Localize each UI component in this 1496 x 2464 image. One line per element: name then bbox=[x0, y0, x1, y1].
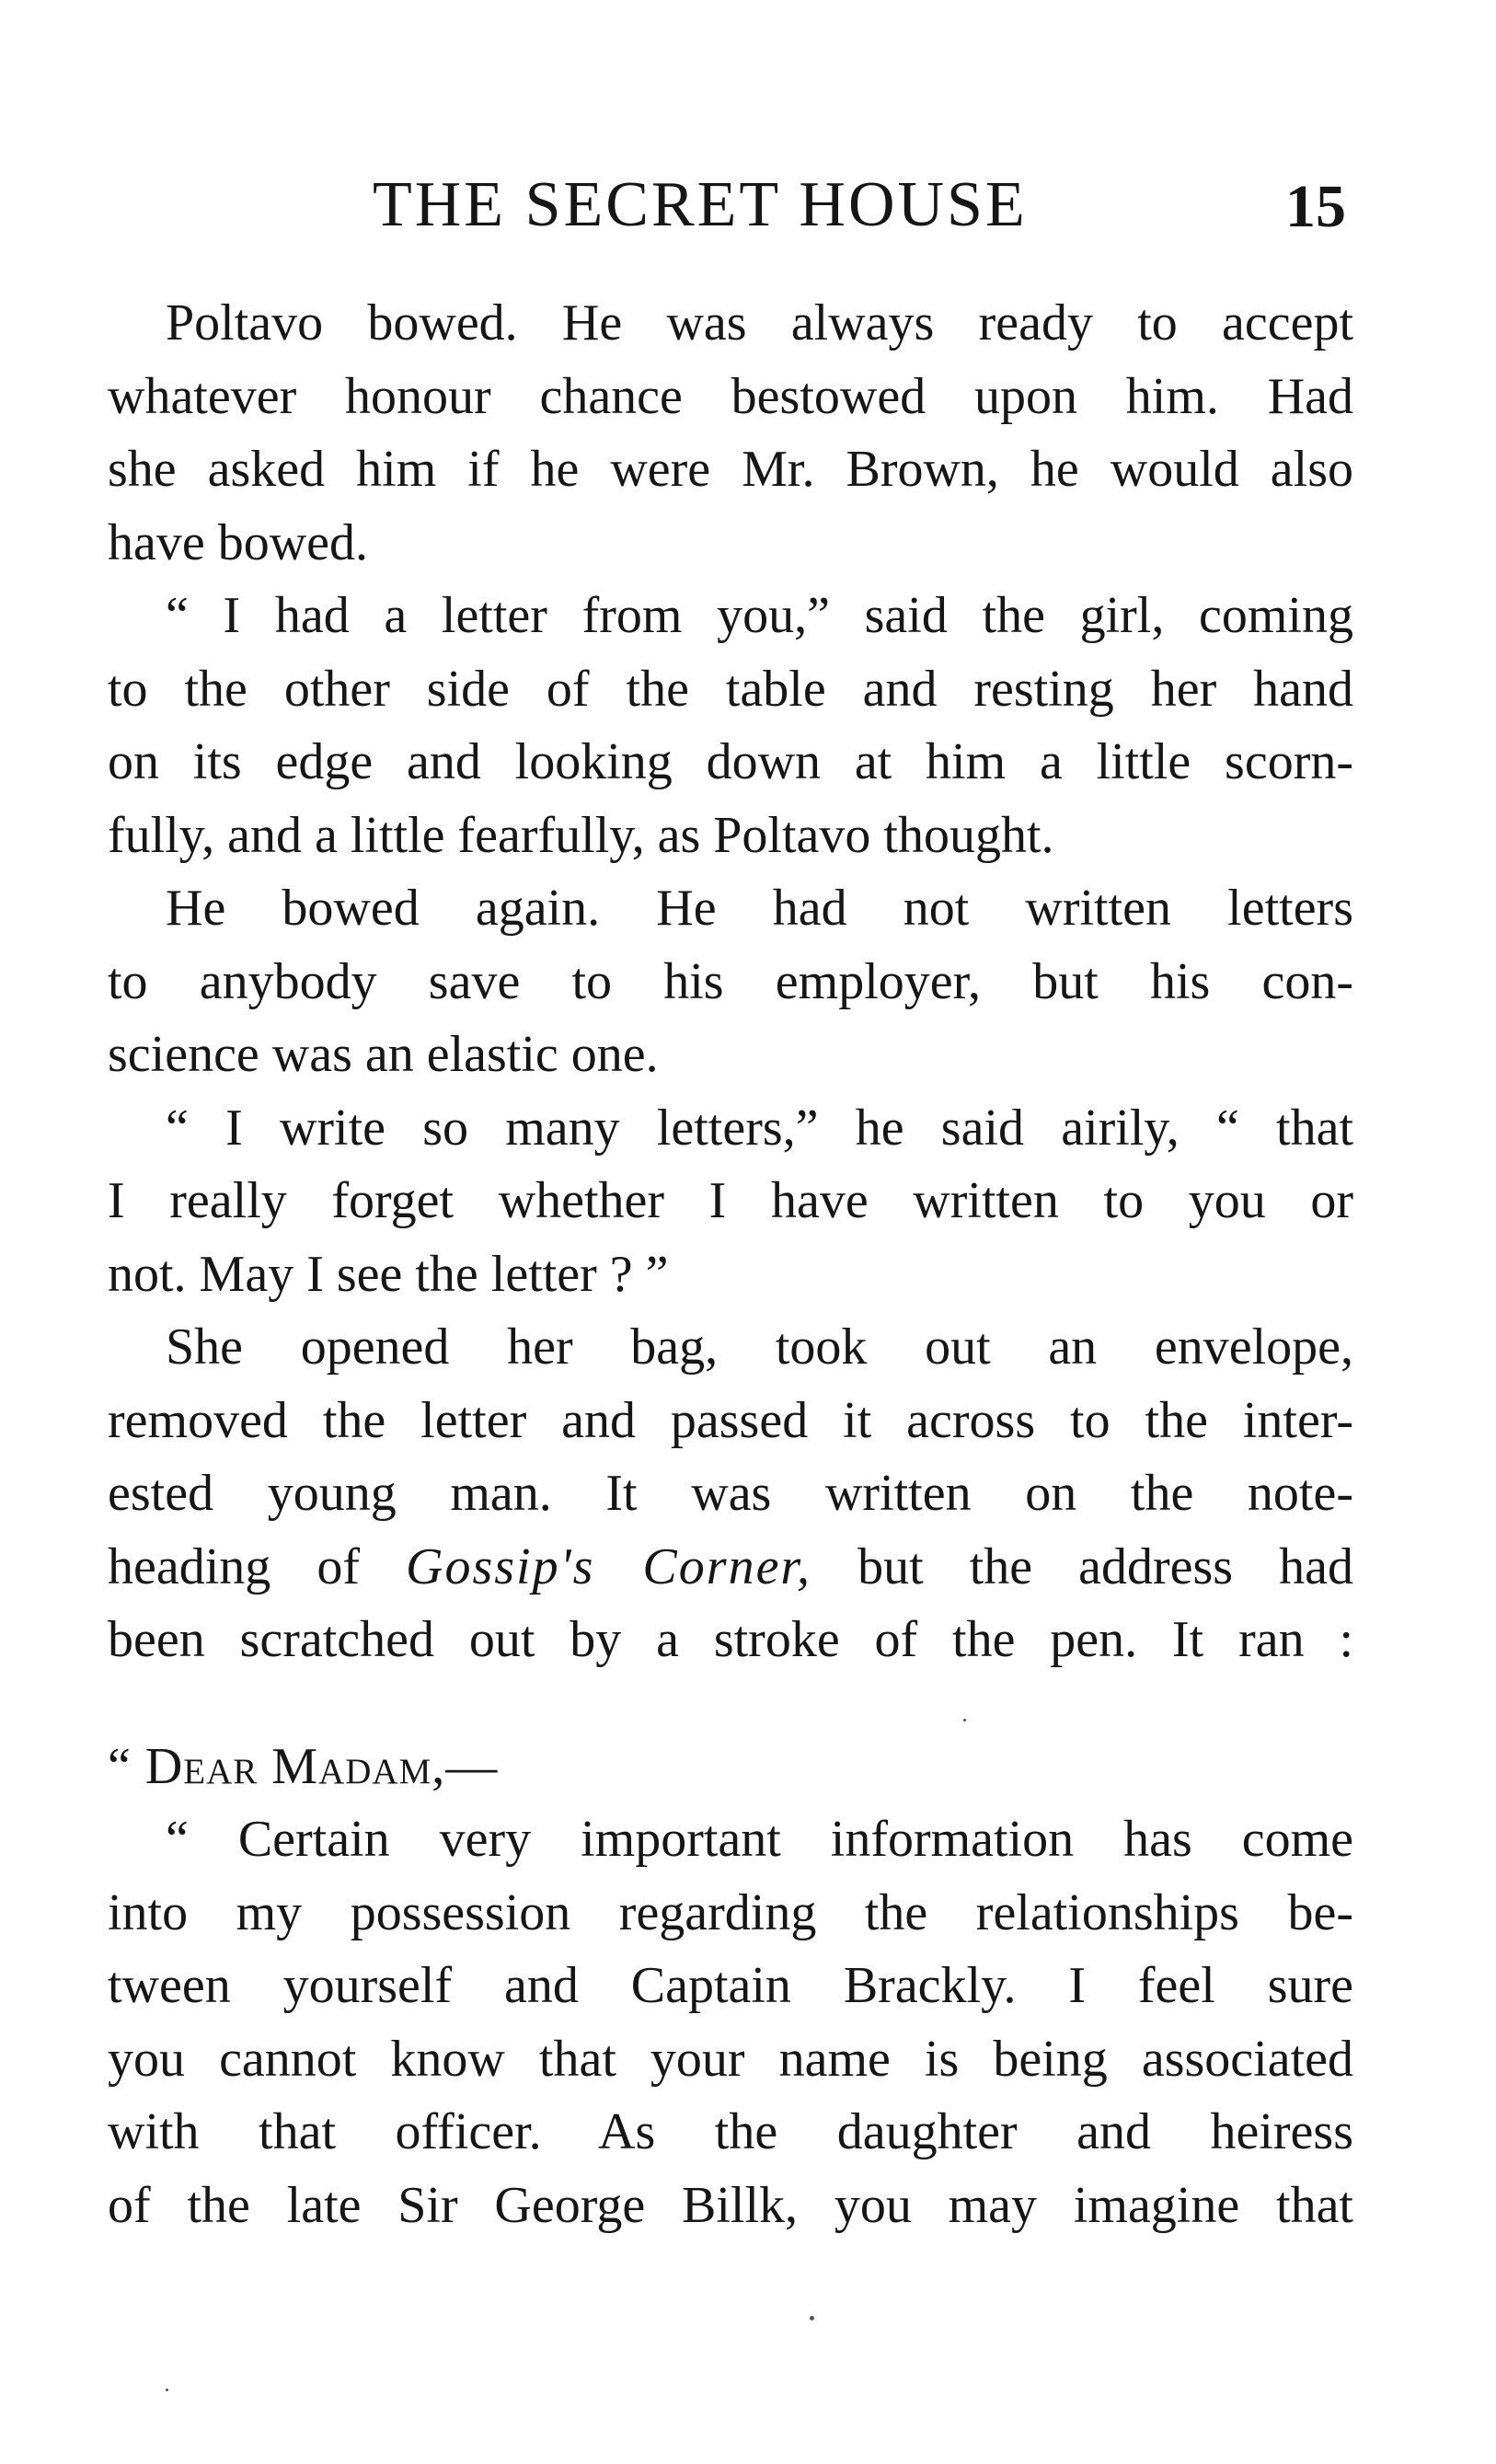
text-line: I really forget whether I have written to you or bbox=[108, 1172, 1353, 1229]
text-line: not. May I see the letter ? ” bbox=[108, 1245, 669, 1303]
text-line: “ I write so many letters,” he said airily, “ that bbox=[166, 1099, 1353, 1157]
paragraph-opened-bag bbox=[108, 1311, 1353, 1677]
body-text bbox=[108, 287, 1353, 2242]
running-head-title: THE SECRET HOUSE bbox=[373, 169, 1028, 240]
section-gap bbox=[108, 1677, 1353, 1731]
text-line: to anybody save to his employer, but his con- bbox=[108, 952, 1353, 1010]
text-line bbox=[108, 1531, 1353, 1605]
print-speck bbox=[963, 1719, 966, 1721]
print-speck bbox=[810, 2316, 814, 2320]
text-run: heading of bbox=[108, 1537, 407, 1595]
text-line: fully, and a little fearfully, as Poltavo thought. bbox=[108, 806, 1054, 864]
text-line: ested young man. It was written on the note- bbox=[108, 1465, 1353, 1522]
publication-title: Gossip's Corner, bbox=[406, 1537, 812, 1595]
text-line: science was an elastic one. bbox=[108, 1026, 659, 1083]
text-line: “ Certain very important information has come bbox=[166, 1811, 1353, 1868]
paragraph-letter-from-you bbox=[108, 580, 1353, 872]
text-line: He bowed again. He had not written letters bbox=[166, 880, 1353, 937]
print-speck bbox=[166, 2389, 168, 2391]
paragraph-poltavo-bowed bbox=[108, 287, 1353, 580]
paragraph-bowed-again bbox=[108, 872, 1353, 1092]
text-line: tween yourself and Captain Brackly. I feel sure bbox=[108, 1957, 1353, 2014]
text-line: into my possession regarding the relationships be- bbox=[108, 1883, 1353, 1941]
text-line: on its edge and looking down at him a little scorn- bbox=[108, 733, 1353, 790]
text-run: but the address had bbox=[811, 1537, 1354, 1595]
text-line: have bowed. bbox=[108, 513, 369, 571]
text-line: She opened her bag, took out an envelope, bbox=[166, 1318, 1353, 1376]
text-line: you cannot know that your name is being associated bbox=[108, 2030, 1353, 2088]
page-number: 15 bbox=[1285, 173, 1346, 240]
text-line: been scratched out by a stroke of the pen. It ran : bbox=[108, 1611, 1353, 1668]
text-line: whatever honour chance bestowed upon him. Had bbox=[108, 367, 1353, 425]
paragraph-many-letters bbox=[108, 1092, 1353, 1312]
text-line: of the late Sir George Billk, you may imagine that bbox=[108, 2176, 1353, 2234]
text-line: Poltavo bowed. He was always ready to accept bbox=[166, 294, 1353, 351]
text-line: she asked him if he were Mr. Brown, he would also bbox=[108, 441, 1353, 498]
letter-salutation: “ Dear Madam,— bbox=[108, 1737, 499, 1795]
paragraph-letter-body bbox=[108, 1803, 1353, 2242]
running-head bbox=[0, 164, 1496, 247]
text-line: removed the letter and passed it across to the inter- bbox=[108, 1391, 1353, 1449]
text-line: with that officer. As the daughter and heiress bbox=[108, 2103, 1353, 2160]
text-line: to the other side of the table and resting her hand bbox=[108, 660, 1353, 718]
text-line: “ I had a letter from you,” said the girl, coming bbox=[166, 587, 1353, 644]
